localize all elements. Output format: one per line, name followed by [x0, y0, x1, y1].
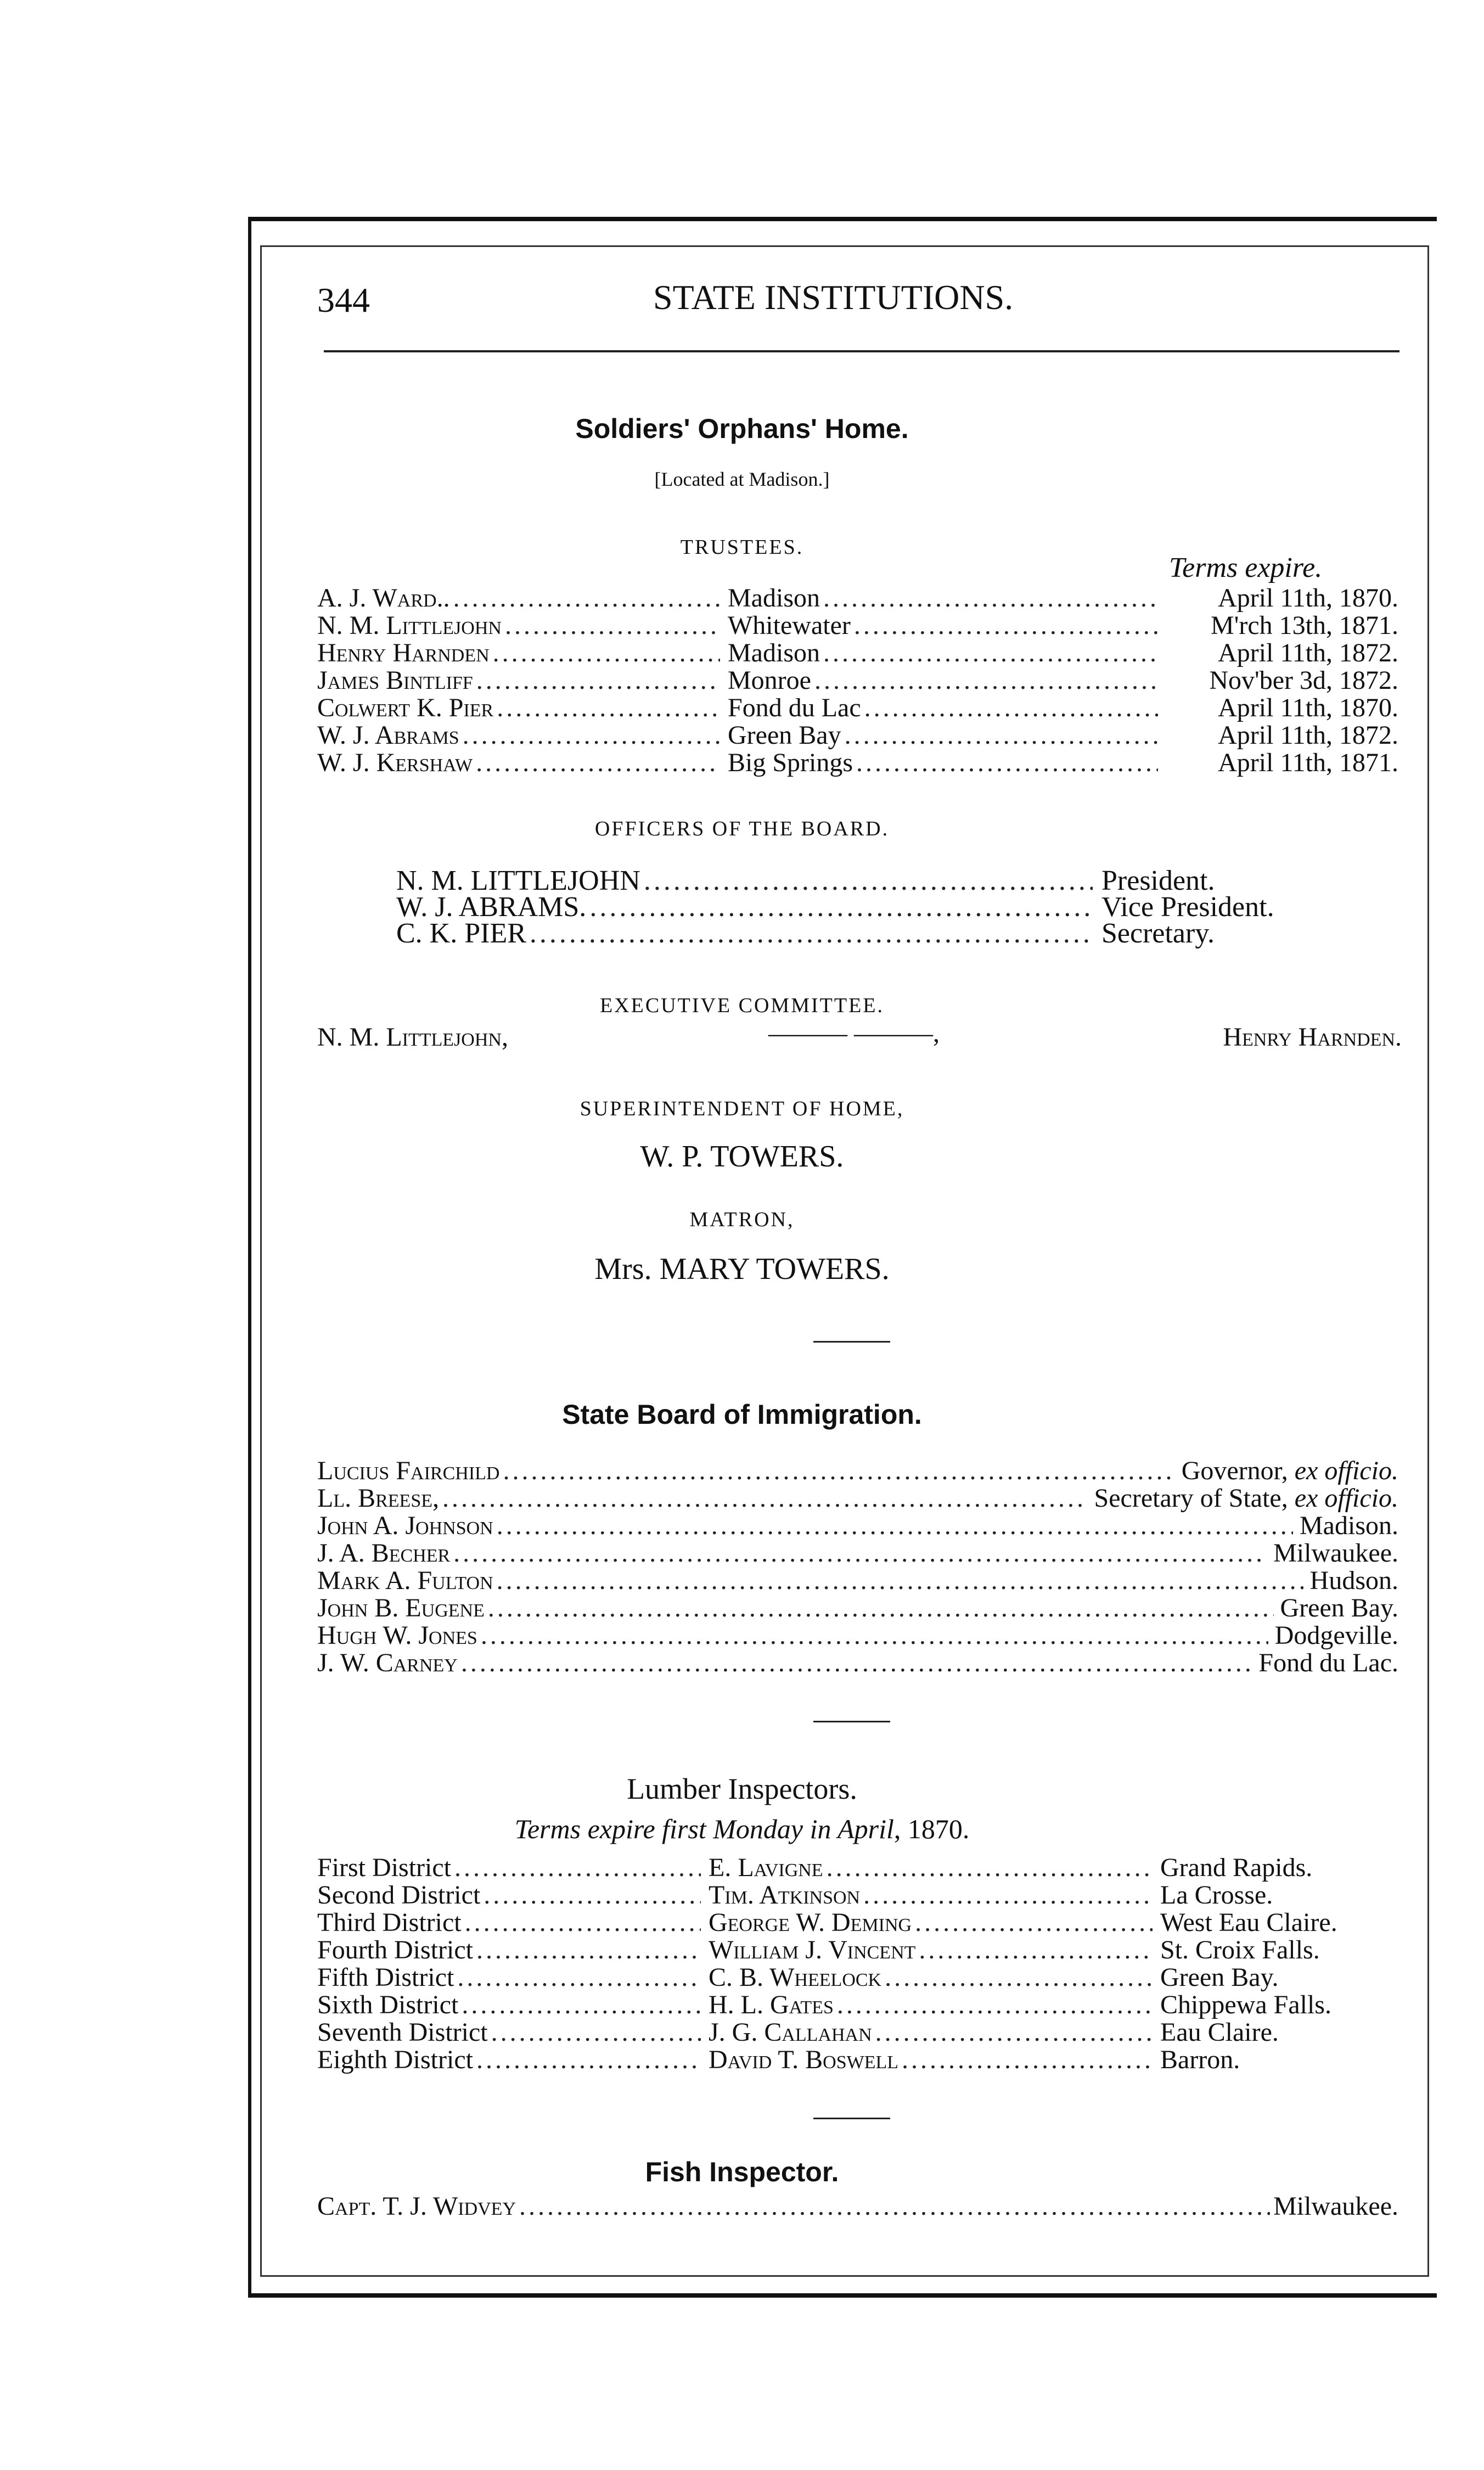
- trustee-term: M'rch 13th, 1871.: [1211, 611, 1398, 640]
- immigration-member-role: [1296, 1511, 1398, 1541]
- leader-dots: [453, 1538, 1267, 1568]
- lumber-inspector-row: [317, 2045, 1398, 2072]
- leader-dots: [837, 1990, 1153, 2020]
- orphans-home-location: [Located at Madison.]: [654, 468, 830, 490]
- trustee-term: April 11th, 1872.: [1218, 638, 1398, 667]
- leader-dots: [497, 1565, 1303, 1596]
- page-number: 344: [317, 280, 370, 319]
- trustee-name-cell: [317, 583, 723, 613]
- lumber-name-cell: [704, 1852, 1156, 1883]
- officer-row: [396, 917, 1318, 949]
- lumber-subtitle-italic: Terms expire first Monday in April: [514, 1814, 894, 1844]
- immigration-member-row: [317, 1456, 1398, 1483]
- immigration-member-role: [1270, 1538, 1398, 1568]
- immigration-member-role-italic: ex officio.: [1294, 1484, 1398, 1513]
- lumber-place-cell: [1156, 1907, 1398, 1938]
- lumber-inspector-row: [317, 1935, 1398, 1962]
- lumber-district: Third District: [317, 1908, 462, 1937]
- immigration-member-row: [317, 1483, 1398, 1511]
- lumber-district: Fourth District: [317, 1935, 473, 1964]
- trustee-place: Fond du Lac: [728, 693, 861, 722]
- trustee-name: James Bintliff: [317, 666, 473, 695]
- lumber-district-cell: [317, 1935, 704, 1965]
- immigration-member-name: John A. Johnson: [317, 1511, 493, 1540]
- lumber-inspector-name: E. Lavigne: [709, 1853, 823, 1882]
- lumber-district-cell: [317, 1852, 704, 1883]
- orphans-home-title: Soldiers' Orphans' Home.: [575, 413, 909, 444]
- trustee-name: A. J. Ward..: [317, 583, 450, 613]
- lumber-place: Grand Rapids.: [1160, 1853, 1313, 1882]
- immigration-member-role: [1307, 1565, 1398, 1596]
- trustee-term: April 11th, 1872.: [1218, 721, 1398, 750]
- immigration-member-row: [317, 1511, 1398, 1538]
- immigration-member-name: Mark A. Fulton: [317, 1566, 493, 1595]
- trustee-row: [317, 638, 1398, 665]
- lumber-place-cell: [1156, 1935, 1398, 1965]
- immigration-title: State Board of Immigration.: [562, 1399, 922, 1430]
- lumber-inspector-name: George W. Deming: [709, 1908, 912, 1937]
- lumber-district: Fifth District: [317, 1963, 454, 1992]
- fish-inspector-row: [317, 2191, 1398, 2219]
- leader-dots: [915, 1907, 1153, 1938]
- trustee-row: [317, 693, 1398, 720]
- trustee-term-cell: [1161, 748, 1398, 778]
- immigration-member-role-text: Secretary of State,: [1094, 1484, 1295, 1513]
- lumber-inspector-row: [317, 2017, 1398, 2045]
- immigration-member-name: J. A. Becher: [317, 1539, 451, 1568]
- lumber-place-cell: [1156, 1962, 1398, 1992]
- trustee-place-cell: [723, 665, 1161, 695]
- immigration-member-role-text: Fond du Lac.: [1258, 1648, 1398, 1677]
- trustee-place-cell: [723, 610, 1161, 641]
- trustee-place-cell: [723, 720, 1161, 750]
- officer-role: Vice President.: [1101, 891, 1274, 923]
- lumber-place-cell: [1156, 1990, 1398, 2020]
- trustee-place: Madison: [728, 638, 820, 667]
- lumber-subtitle-year: , 1870.: [893, 1814, 970, 1844]
- leader-dots: [856, 748, 1158, 778]
- leader-dots: [462, 1990, 701, 2020]
- lumber-inspector-name: C. B. Wheelock: [709, 1963, 882, 1992]
- leader-dots: [497, 1511, 1293, 1541]
- officer-name: C. K. PIER: [396, 918, 526, 949]
- immigration-member-row: [317, 1593, 1398, 1623]
- immigration-member-row: [317, 1538, 1398, 1568]
- officers-heading: OFFICERS OF THE BOARD.: [594, 817, 890, 840]
- trustee-term-cell: [1161, 693, 1398, 723]
- trustee-name-cell: [317, 720, 723, 750]
- trustee-place: Monroe: [728, 666, 811, 695]
- trustee-name: W. J. Abrams: [317, 721, 459, 750]
- officer-role: Secretary.: [1101, 918, 1215, 949]
- trustee-name: Henry Harnden: [317, 638, 490, 667]
- officer-role: President.: [1101, 865, 1215, 896]
- lumber-name-cell: [704, 1990, 1156, 2020]
- trustees-heading: TRUSTEES.: [680, 536, 804, 559]
- leader-dots: [530, 917, 1093, 950]
- lumber-inspector-row: [317, 1907, 1398, 1935]
- leader-dots: [491, 2017, 701, 2047]
- lumber-inspector-row: [317, 1880, 1398, 1910]
- leader-dots: [845, 720, 1158, 750]
- immigration-member-row: [317, 1648, 1398, 1675]
- lumber-district: Sixth District: [317, 1990, 459, 2019]
- immigration-member-name: J. W. Carney: [317, 1648, 458, 1677]
- leader-dots: [863, 1880, 1153, 1910]
- immigration-member-role-text: Milwaukee.: [1273, 1539, 1398, 1568]
- lumber-inspector-row: [317, 1990, 1398, 2017]
- section-divider: [813, 2118, 890, 2119]
- leader-dots: [465, 1907, 701, 1938]
- trustee-name: W. J. Kershaw: [317, 748, 473, 777]
- lumber-inspector-name: H. L. Gates: [709, 1990, 834, 2019]
- trustee-place: Green Bay: [728, 721, 841, 750]
- lumber-place-cell: [1156, 1852, 1398, 1883]
- leader-dots: [454, 1852, 701, 1883]
- leader-dots: [457, 1962, 701, 1992]
- leader-dots: [823, 583, 1158, 613]
- section-divider: [813, 1341, 890, 1343]
- immigration-member-role-text: Governor,: [1181, 1456, 1295, 1485]
- lumber-district-cell: [317, 2045, 704, 2075]
- lumber-district: Seventh District: [317, 2018, 488, 2047]
- officer-row: [396, 864, 1318, 896]
- lumber-district: Second District: [317, 1880, 481, 1910]
- lumber-district: Eighth District: [317, 2045, 473, 2074]
- lumber-inspector-row: [317, 1852, 1398, 1880]
- trustee-name-cell: [317, 638, 723, 668]
- trustee-place-cell: [723, 693, 1161, 723]
- leader-dots: [919, 1935, 1153, 1965]
- lumber-district-cell: [317, 1990, 704, 2020]
- officer-name: W. J. ABRAMS.: [396, 891, 587, 923]
- leader-dots: [827, 1852, 1153, 1883]
- fish-inspector-place: Milwaukee.: [1273, 2192, 1398, 2221]
- trustee-term-cell: [1161, 665, 1398, 695]
- leader-dots: [864, 693, 1158, 723]
- leader-dots: [488, 1593, 1274, 1623]
- lumber-inspector-name: William J. Vincent: [709, 1935, 916, 1964]
- immigration-member-role: [1277, 1593, 1398, 1623]
- trustee-term-cell: [1161, 583, 1398, 613]
- superintendent-heading: SUPERINTENDENT OF HOME,: [580, 1097, 904, 1120]
- lumber-place: Eau Claire.: [1160, 2018, 1279, 2047]
- leader-dots: [519, 2191, 1270, 2221]
- immigration-member-row: [317, 1620, 1398, 1648]
- lumber-place: Barron.: [1160, 2045, 1240, 2074]
- lumber-place-cell: [1156, 1880, 1398, 1910]
- immigration-member-name: Ll. Breese,: [317, 1484, 439, 1513]
- officer-name-cell: [396, 917, 1096, 950]
- lumber-inspector-name: Tim. Atkinson: [709, 1880, 861, 1910]
- lumber-name-cell: [704, 1880, 1156, 1910]
- immigration-member-role-text: Dodgeville.: [1274, 1621, 1398, 1650]
- immigration-member-role: [1178, 1456, 1398, 1486]
- trustee-name-cell: [317, 748, 723, 778]
- trustee-name-cell: [317, 665, 723, 695]
- leader-dots: [481, 1620, 1268, 1651]
- trustee-place: Madison: [728, 583, 820, 613]
- lumber-place-cell: [1156, 2045, 1398, 2075]
- exec-member-left: N. M. Littlejohn,: [317, 1023, 508, 1052]
- leader-dots: [814, 665, 1158, 695]
- immigration-member-name: Hugh W. Jones: [317, 1621, 477, 1650]
- fish-title: Fish Inspector.: [645, 2157, 839, 2187]
- trustee-row: [317, 720, 1398, 748]
- leader-dots: [493, 638, 720, 668]
- trustee-term: April 11th, 1870.: [1218, 693, 1398, 722]
- lumber-district: First District: [317, 1853, 452, 1882]
- trustee-name: Colwert K. Pier: [317, 693, 494, 722]
- trustee-row: [317, 610, 1398, 638]
- trustee-place-cell: [723, 583, 1161, 613]
- immigration-member-row: [317, 1565, 1398, 1593]
- leader-dots: [476, 1935, 701, 1965]
- immigration-member-name: Lucius Fairchild: [317, 1456, 500, 1485]
- leader-dots: [476, 748, 720, 778]
- immigration-member-role-text: Hudson.: [1309, 1566, 1398, 1595]
- trustee-row: [317, 583, 1398, 613]
- trustee-place-cell: [723, 638, 1161, 668]
- trustee-name-cell: [317, 610, 723, 641]
- fish-inspector-name: Capt. T. J. Widvey: [317, 2192, 516, 2221]
- immigration-member-name: John B. Eugene: [317, 1593, 485, 1623]
- lumber-inspector-name: David T. Boswell: [709, 2045, 899, 2074]
- leader-dots: [461, 1648, 1252, 1678]
- leader-dots: [484, 1880, 701, 1910]
- lumber-name-cell: [704, 2017, 1156, 2047]
- trustee-place-cell: [723, 748, 1161, 778]
- immigration-member-role: [1272, 1620, 1398, 1651]
- superintendent-name: W. P. TOWERS.: [640, 1139, 844, 1174]
- trustee-place: Whitewater: [728, 611, 851, 640]
- immigration-member-role-text: Madison.: [1300, 1511, 1398, 1540]
- lumber-district-cell: [317, 1962, 704, 1992]
- leader-dots: [823, 638, 1158, 668]
- lumber-title: Lumber Inspectors.: [627, 1772, 857, 1805]
- terms-expire-heading: Terms expire.: [1169, 552, 1323, 583]
- leader-dots: [476, 2045, 701, 2075]
- trustee-term: Nov'ber 3d, 1872.: [1209, 666, 1398, 695]
- immigration-member-role-italic: ex officio.: [1294, 1456, 1398, 1485]
- lumber-name-cell: [704, 1935, 1156, 1965]
- officer-row: [396, 891, 1318, 923]
- leader-dots: [885, 1962, 1153, 1992]
- lumber-place-cell: [1156, 2017, 1398, 2047]
- immigration-member-role: [1091, 1483, 1398, 1513]
- lumber-district-cell: [317, 1907, 704, 1938]
- lumber-subtitle: [0, 1813, 1484, 1845]
- trustee-term: April 11th, 1871.: [1218, 748, 1398, 777]
- lumber-place: La Crosse.: [1160, 1880, 1273, 1910]
- leader-dots: [505, 610, 720, 641]
- lumber-district-cell: [317, 1880, 704, 1910]
- leader-dots: [497, 693, 720, 723]
- trustee-name: N. M. Littlejohn: [317, 611, 502, 640]
- leader-dots: [902, 2045, 1153, 2075]
- leader-dots: [463, 720, 720, 750]
- lumber-name-cell: [704, 1907, 1156, 1938]
- exec-member-right: Henry Harnden.: [1223, 1023, 1402, 1052]
- lumber-inspector-row: [317, 1962, 1398, 1990]
- trustee-name-cell: [317, 693, 723, 723]
- leader-dots: [442, 1483, 1088, 1513]
- immigration-member-role: [1255, 1648, 1398, 1678]
- lumber-place: West Eau Claire.: [1160, 1908, 1337, 1937]
- leader-dots: [476, 665, 720, 695]
- matron-heading: MATRON,: [689, 1208, 795, 1231]
- trustee-row: [317, 748, 1398, 775]
- lumber-district-cell: [317, 2017, 704, 2047]
- officer-name: N. M. LITTLEJOHN: [396, 865, 640, 896]
- lumber-place: Chippewa Falls.: [1160, 1990, 1331, 2019]
- leader-dots: [503, 1456, 1174, 1486]
- header-rule: [324, 350, 1399, 352]
- trustee-place: Big Springs: [728, 748, 853, 777]
- section-divider: [813, 1721, 890, 1722]
- leader-dots: [854, 610, 1158, 641]
- leader-dots: [875, 2017, 1153, 2047]
- trustee-row: [317, 665, 1398, 693]
- lumber-place: Green Bay.: [1160, 1963, 1279, 1992]
- leader-dots: [453, 583, 720, 613]
- trustee-term-cell: [1161, 638, 1398, 668]
- immigration-member-role-text: Green Bay.: [1280, 1593, 1398, 1623]
- running-title: STATE INSTITUTIONS.: [653, 278, 1014, 317]
- executive-committee-heading: EXECUTIVE COMMITTEE.: [599, 994, 885, 1017]
- trustee-term: April 11th, 1870.: [1218, 583, 1398, 613]
- lumber-name-cell: [704, 1962, 1156, 1992]
- lumber-inspector-name: J. G. Callahan: [709, 2018, 872, 2047]
- exec-member-blank: ——— ———,: [768, 1019, 940, 1048]
- trustee-term-cell: [1161, 720, 1398, 750]
- matron-name: Mrs. MARY TOWERS.: [594, 1252, 890, 1286]
- trustee-term-cell: [1161, 610, 1398, 641]
- lumber-name-cell: [704, 2045, 1156, 2075]
- lumber-place: St. Croix Falls.: [1160, 1935, 1320, 1964]
